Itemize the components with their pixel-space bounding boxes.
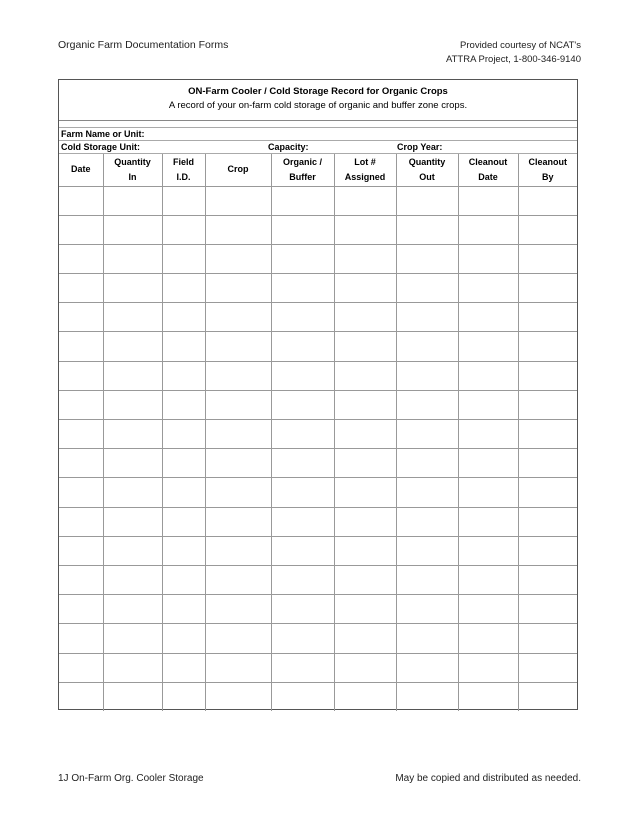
blank-entry-cell <box>518 332 577 361</box>
blank-entry-cell <box>458 624 518 653</box>
blank-entry-cell <box>458 682 518 711</box>
blank-entry-cell <box>518 390 577 419</box>
form-id: 1J On-Farm Org. Cooler Storage <box>58 773 204 784</box>
blank-entry-cell <box>103 624 162 653</box>
column-header-cleanout-date <box>458 154 518 186</box>
blank-entry-cell <box>271 332 334 361</box>
blank-entry-cell <box>458 244 518 273</box>
cold-storage-label: Cold Storage Unit: <box>61 142 140 152</box>
blank-entry-cell <box>396 332 458 361</box>
blank-entry-cell <box>334 244 396 273</box>
blank-entry-cell <box>396 536 458 565</box>
blank-entry-cell <box>334 565 396 594</box>
form-series-title: Organic Farm Documentation Forms <box>58 39 229 51</box>
blank-entry-cell <box>205 361 271 390</box>
blank-entry-cell <box>396 565 458 594</box>
blank-entry-cell <box>271 478 334 507</box>
blank-entry-cell <box>518 186 577 215</box>
blank-entry-cell <box>458 653 518 682</box>
blank-entry-cell <box>103 361 162 390</box>
blank-entry-cell <box>518 274 577 303</box>
blank-entry-cell <box>396 449 458 478</box>
blank-entry-cell <box>271 274 334 303</box>
blank-entry-cell <box>396 274 458 303</box>
blank-entry-cell <box>396 186 458 215</box>
blank-entry-cell <box>271 507 334 536</box>
blank-entry-cell <box>162 420 205 449</box>
blank-entry-cell <box>205 624 271 653</box>
table-row <box>59 420 577 449</box>
blank-entry-cell <box>205 186 271 215</box>
blank-entry-cell <box>271 390 334 419</box>
record-form <box>58 79 578 710</box>
column-header-organic-buffer <box>271 154 334 186</box>
blank-entry-cell <box>458 215 518 244</box>
column-header-line-2: By <box>541 171 554 182</box>
blank-entry-cell <box>271 682 334 711</box>
column-header-line-1: Cleanout <box>468 156 508 167</box>
blank-entry-cell <box>103 244 162 273</box>
blank-entry-cell <box>162 624 205 653</box>
blank-entry-cell <box>59 215 103 244</box>
blank-entry-cell <box>334 536 396 565</box>
blank-entry-cell <box>458 478 518 507</box>
blank-entry-cell <box>458 332 518 361</box>
blank-entry-cell <box>396 215 458 244</box>
table-row <box>59 595 577 624</box>
blank-entry-cell <box>162 186 205 215</box>
blank-entry-cell <box>103 536 162 565</box>
blank-entry-cell <box>396 653 458 682</box>
blank-entry-cell <box>162 507 205 536</box>
blank-entry-cell <box>103 595 162 624</box>
blank-entry-cell <box>59 595 103 624</box>
blank-entry-cell <box>59 536 103 565</box>
blank-entry-cell <box>271 303 334 332</box>
blank-entry-cell <box>103 332 162 361</box>
blank-entry-cell <box>271 449 334 478</box>
column-header-line-1: Cleanout <box>528 156 567 167</box>
blank-entry-cell <box>205 244 271 273</box>
blank-entry-cell <box>396 507 458 536</box>
capacity-label: Capacity: <box>268 142 309 152</box>
blank-entry-cell <box>518 420 577 449</box>
column-header-lot-assigned <box>334 154 396 186</box>
crop-year-label: Crop Year: <box>397 142 443 152</box>
table-row <box>59 390 577 419</box>
blank-entry-cell <box>518 624 577 653</box>
blank-entry-cell <box>205 653 271 682</box>
blank-entry-cell <box>334 682 396 711</box>
blank-entry-cell <box>518 244 577 273</box>
column-header-line-2: Buffer <box>289 171 316 182</box>
blank-entry-cell <box>396 390 458 419</box>
table-row <box>59 274 577 303</box>
blank-entry-cell <box>518 536 577 565</box>
blank-entry-cell <box>518 565 577 594</box>
farm-name-label: Farm Name or Unit: <box>61 129 145 139</box>
blank-entry-cell <box>334 478 396 507</box>
table-body <box>59 186 577 711</box>
column-header-line-2: Date <box>478 171 498 182</box>
courtesy-line-1: Provided courtesy of NCAT's <box>460 40 581 51</box>
blank-entry-cell <box>59 682 103 711</box>
courtesy-line-2: ATTRA Project, 1-800-346-9140 <box>445 54 581 65</box>
blank-entry-cell <box>205 449 271 478</box>
blank-entry-cell <box>205 390 271 419</box>
blank-entry-cell <box>103 565 162 594</box>
blank-entry-cell <box>59 449 103 478</box>
blank-entry-cell <box>205 565 271 594</box>
blank-entry-cell <box>458 186 518 215</box>
blank-entry-cell <box>458 595 518 624</box>
blank-entry-cell <box>458 390 518 419</box>
blank-entry-cell <box>59 478 103 507</box>
blank-entry-cell <box>59 332 103 361</box>
blank-entry-cell <box>162 361 205 390</box>
blank-entry-cell <box>103 420 162 449</box>
column-header-crop <box>205 154 271 186</box>
blank-entry-cell <box>458 303 518 332</box>
blank-entry-cell <box>334 624 396 653</box>
blank-entry-cell <box>271 361 334 390</box>
column-header-cleanout-by <box>518 154 577 186</box>
blank-entry-cell <box>162 274 205 303</box>
blank-entry-cell <box>271 595 334 624</box>
blank-entry-cell <box>205 303 271 332</box>
copy-notice: May be copied and distributed as needed. <box>395 773 581 784</box>
blank-entry-cell <box>59 244 103 273</box>
column-header-line-1: Organic / <box>282 156 322 167</box>
column-header-line-1: Date <box>70 164 91 175</box>
blank-entry-cell <box>458 536 518 565</box>
blank-entry-cell <box>396 624 458 653</box>
blank-entry-cell <box>518 361 577 390</box>
blank-entry-cell <box>334 186 396 215</box>
storage-log-table <box>59 154 577 711</box>
blank-entry-cell <box>59 390 103 419</box>
blank-entry-cell <box>458 361 518 390</box>
column-header-field-i-d <box>162 154 205 186</box>
column-header-line-2: Assigned <box>344 171 386 182</box>
blank-entry-cell <box>205 595 271 624</box>
blank-entry-cell <box>334 215 396 244</box>
blank-entry-cell <box>396 244 458 273</box>
blank-entry-cell <box>205 274 271 303</box>
blank-entry-cell <box>59 653 103 682</box>
column-header-line-1: Crop <box>227 164 249 175</box>
blank-entry-cell <box>205 478 271 507</box>
blank-entry-cell <box>162 303 205 332</box>
blank-entry-cell <box>458 420 518 449</box>
blank-entry-cell <box>162 653 205 682</box>
blank-entry-cell <box>205 420 271 449</box>
table-row <box>59 478 577 507</box>
blank-entry-cell <box>103 478 162 507</box>
table-row <box>59 536 577 565</box>
blank-entry-cell <box>271 565 334 594</box>
blank-entry-cell <box>271 536 334 565</box>
blank-entry-cell <box>396 303 458 332</box>
blank-entry-cell <box>103 449 162 478</box>
blank-entry-cell <box>518 478 577 507</box>
blank-entry-cell <box>334 595 396 624</box>
blank-entry-cell <box>162 215 205 244</box>
table-row <box>59 215 577 244</box>
column-header-line-1: Quantity <box>408 156 446 167</box>
blank-entry-cell <box>103 682 162 711</box>
blank-entry-cell <box>271 624 334 653</box>
blank-entry-cell <box>334 507 396 536</box>
column-header-line-1: Field <box>172 156 194 167</box>
blank-entry-cell <box>518 449 577 478</box>
blank-entry-cell <box>518 215 577 244</box>
column-header-line-2: In <box>128 171 137 182</box>
form-subtitle: A record of your on-farm cold storage of organic and buffer zone crops. <box>168 100 468 111</box>
table-row <box>59 624 577 653</box>
spacer-row <box>59 121 577 128</box>
table-header-row <box>59 154 577 186</box>
blank-entry-cell <box>334 653 396 682</box>
column-header-line-1: Lot # <box>354 156 376 167</box>
table-row <box>59 449 577 478</box>
blank-entry-cell <box>162 244 205 273</box>
blank-entry-cell <box>59 420 103 449</box>
table-row <box>59 244 577 273</box>
blank-entry-cell <box>334 420 396 449</box>
farm-name-row <box>59 128 577 141</box>
blank-entry-cell <box>103 215 162 244</box>
blank-entry-cell <box>205 507 271 536</box>
blank-entry-cell <box>205 215 271 244</box>
blank-entry-cell <box>162 595 205 624</box>
table-row <box>59 682 577 711</box>
blank-entry-cell <box>271 186 334 215</box>
blank-entry-cell <box>396 682 458 711</box>
blank-entry-cell <box>103 186 162 215</box>
column-header-quantity-out <box>396 154 458 186</box>
blank-entry-cell <box>103 303 162 332</box>
blank-entry-cell <box>162 449 205 478</box>
blank-entry-cell <box>396 595 458 624</box>
blank-entry-cell <box>334 274 396 303</box>
blank-entry-cell <box>205 332 271 361</box>
blank-entry-cell <box>162 332 205 361</box>
table-row <box>59 507 577 536</box>
table-row <box>59 653 577 682</box>
blank-entry-cell <box>205 682 271 711</box>
blank-entry-cell <box>334 449 396 478</box>
courtesy-notice <box>446 39 581 67</box>
table-row <box>59 565 577 594</box>
blank-entry-cell <box>396 478 458 507</box>
blank-entry-cell <box>334 303 396 332</box>
blank-entry-cell <box>458 565 518 594</box>
blank-entry-cell <box>334 361 396 390</box>
blank-entry-cell <box>103 390 162 419</box>
table-row <box>59 186 577 215</box>
blank-entry-cell <box>59 186 103 215</box>
blank-entry-cell <box>518 595 577 624</box>
column-header-line-2: I.D. <box>176 171 191 182</box>
blank-entry-cell <box>271 244 334 273</box>
blank-entry-cell <box>271 420 334 449</box>
table-row <box>59 303 577 332</box>
blank-entry-cell <box>458 449 518 478</box>
blank-entry-cell <box>59 303 103 332</box>
blank-entry-cell <box>458 274 518 303</box>
table-row <box>59 332 577 361</box>
blank-entry-cell <box>103 274 162 303</box>
blank-entry-cell <box>59 565 103 594</box>
blank-entry-cell <box>518 653 577 682</box>
column-header-line-1: Quantity <box>114 156 151 167</box>
blank-entry-cell <box>162 478 205 507</box>
blank-entry-cell <box>334 332 396 361</box>
blank-entry-cell <box>396 420 458 449</box>
blank-entry-cell <box>162 536 205 565</box>
table-row <box>59 361 577 390</box>
blank-entry-cell <box>271 215 334 244</box>
blank-entry-cell <box>103 507 162 536</box>
blank-entry-cell <box>59 361 103 390</box>
form-title-block <box>59 80 577 121</box>
blank-entry-cell <box>518 682 577 711</box>
column-header-date <box>59 154 103 186</box>
blank-entry-cell <box>458 507 518 536</box>
blank-entry-cell <box>162 682 205 711</box>
blank-entry-cell <box>59 274 103 303</box>
column-header-line-2: Out <box>419 171 435 182</box>
storage-info-row <box>59 141 577 154</box>
blank-entry-cell <box>396 361 458 390</box>
blank-entry-cell <box>518 303 577 332</box>
blank-entry-cell <box>59 507 103 536</box>
blank-entry-cell <box>162 565 205 594</box>
column-header-quantity-in <box>103 154 162 186</box>
form-title: ON-Farm Cooler / Cold Storage Record for Organic Crops <box>188 86 448 97</box>
blank-entry-cell <box>334 390 396 419</box>
blank-entry-cell <box>271 653 334 682</box>
blank-entry-cell <box>103 653 162 682</box>
blank-entry-cell <box>205 536 271 565</box>
blank-entry-cell <box>59 624 103 653</box>
blank-entry-cell <box>518 507 577 536</box>
blank-entry-cell <box>162 390 205 419</box>
